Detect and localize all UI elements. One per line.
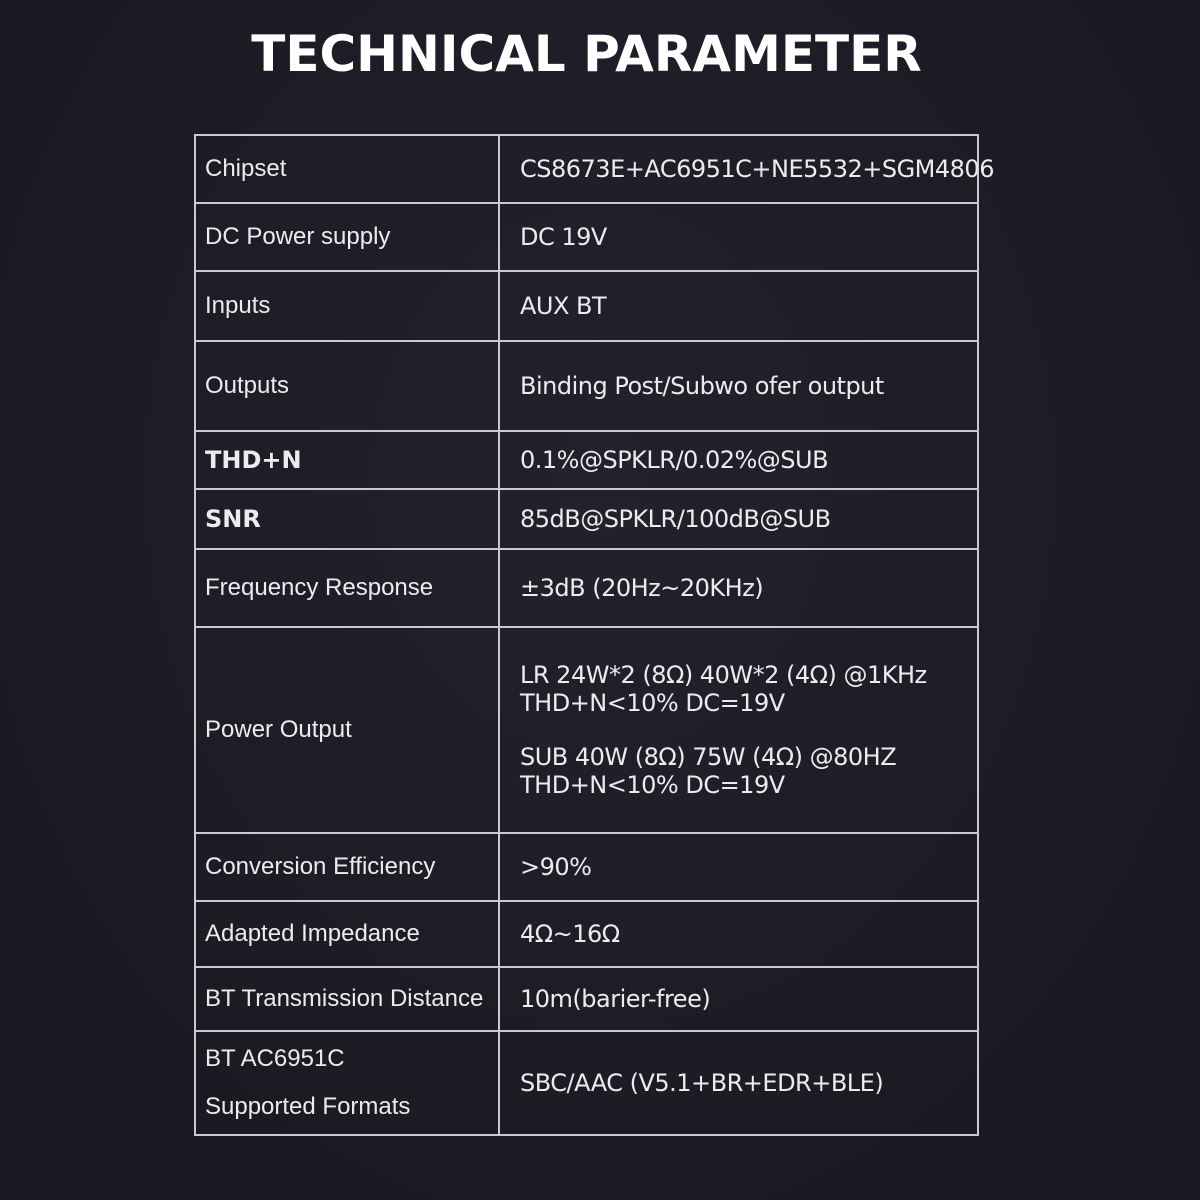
row-label-chipset: Chipset	[195, 135, 499, 203]
row-value-chipset: CS8673E+AC6951C+NE5532+SGM4806	[499, 135, 978, 203]
row-value-bt-supported-formats: SBC/AAC (V5.1+BR+EDR+BLE)	[499, 1031, 978, 1135]
table-row	[195, 271, 978, 341]
row-value-outputs: Binding Post/Subwo ofer output	[499, 341, 978, 431]
table-row	[195, 135, 978, 203]
row-value-conversion-efficiency: >90%	[499, 833, 978, 901]
row-value-snr: 85dB@SPKLR/100dB@SUB	[499, 489, 978, 549]
row-label-thd-n: THD+N	[195, 431, 499, 489]
technical-parameter-table	[194, 134, 994, 1136]
table-row	[195, 431, 978, 489]
bt-label-line-1: BT AC6951C	[205, 1045, 345, 1072]
row-value-power-output	[499, 627, 978, 833]
row-label-frequency-response: Frequency Response	[195, 549, 499, 627]
row-value-frequency-response: ±3dB (20Hz~20KHz)	[499, 549, 978, 627]
row-label-adapted-impedance: Adapted Impedance	[195, 901, 499, 967]
table-row	[195, 341, 978, 431]
bt-label-line-2: Supported Formats	[205, 1093, 411, 1120]
row-label-dc-power-supply: DC Power supply	[195, 203, 499, 271]
power-output-spacer	[520, 717, 977, 743]
row-value-adapted-impedance: 4Ω~16Ω	[499, 901, 978, 967]
power-output-line-4: THD+N<10% DC=19V	[520, 771, 785, 799]
row-label-bt-supported-formats	[195, 1031, 499, 1135]
power-output-line-2: THD+N<10% DC=19V	[520, 689, 785, 717]
table-row	[195, 549, 978, 627]
table-row	[195, 627, 978, 833]
row-value-inputs: AUX BT	[499, 271, 978, 341]
row-label-power-output: Power Output	[195, 627, 499, 833]
row-label-inputs: Inputs	[195, 271, 499, 341]
table-row	[195, 833, 978, 901]
row-label-conversion-efficiency: Conversion Efficiency	[195, 833, 499, 901]
table-row	[195, 1031, 978, 1135]
power-output-line-1: LR 24W*2 (8Ω) 40W*2 (4Ω) @1KHz	[520, 661, 927, 689]
table-row	[195, 203, 978, 271]
row-value-bt-transmission-distance: 10m(barier-free)	[499, 967, 978, 1031]
row-label-snr: SNR	[195, 489, 499, 549]
table-row	[195, 967, 978, 1031]
power-output-line-3: SUB 40W (8Ω) 75W (4Ω) @80HZ	[520, 743, 897, 771]
table-row	[195, 489, 978, 549]
row-label-outputs: Outputs	[195, 341, 499, 431]
table-row	[195, 901, 978, 967]
page-title: TECHNICAL PARAMETER	[251, 25, 922, 83]
row-value-dc-power-supply: DC 19V	[499, 203, 978, 271]
row-value-thd-n: 0.1%@SPKLR/0.02%@SUB	[499, 431, 978, 489]
row-label-bt-transmission-distance: BT Transmission Distance	[195, 967, 499, 1031]
